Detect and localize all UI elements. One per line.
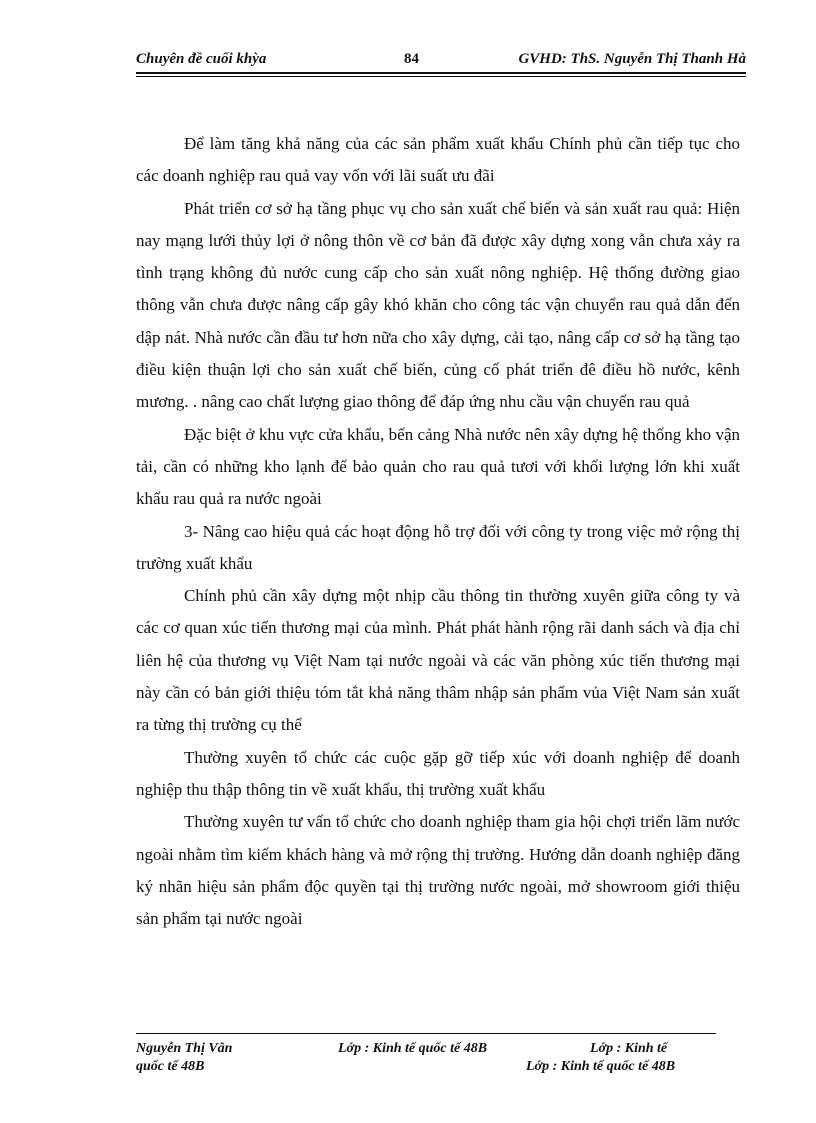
page-footer bbox=[136, 1040, 716, 1080]
body-text bbox=[136, 128, 740, 935]
footer-class: Lớp : Kinh tế quốc tế 48B bbox=[338, 1041, 488, 1056]
footer-class-repeat: Lớp : Kinh tế bbox=[590, 1041, 668, 1056]
paragraph: Thường xuyên tổ chức các cuộc gặp gỡ tiếp xúc với doanh nghiệp để doanh nghiệp thu thập thông tin về xuất khẩu, thị trường xuất khẩu bbox=[136, 747, 740, 799]
header-divider-thin bbox=[136, 76, 746, 77]
header-document-title: Chuyên đề cuối khỳa bbox=[136, 51, 267, 67]
footer-author: Nguyễn Thị Vân bbox=[136, 1041, 233, 1056]
footer-class-second: Lớp : Kinh tế quốc tế 48B bbox=[526, 1059, 676, 1074]
page-header bbox=[136, 50, 746, 70]
paragraph: Thường xuyên tư vấn tổ chức cho doanh nghiệp tham gia hội chợi triển lãm nước ngoài nhằm tìm kiếm khách hàng và mở rộng thị trường. Hướng dẫn doanh nghiệp đăng ký nhãn hiệu sản phẩm độc quyền tại thị trường nước ngoài, mở showroom giới thiệu sản phẩm tại nước ngoài bbox=[136, 812, 740, 929]
paragraph: Phát triển cơ sở hạ tầng phục vụ cho sản xuất chế biến và sản xuất rau quả: Hiện nay mạng lưới thủy lợi ở nông thôn về cơ bản đã được xây dựng xong vẫn chưa xảy ra tình trạng không đủ nước cung cấp cho sản xuất nông nghiệp. Hệ thống đường giao thông vẫn chưa được nâng cấp gây khó khăn cho công tác vận chuyển rau quả dẫn đến dập nát. Nhà nước cần đầu tư hơn nữa cho xây dựng, cải tạo, nâng cấp cơ sở hạ tầng tạo điều kiện thuận lợi cho sản xuất chế biến, củng cố phát triển đê điều hồ nước, kênh mương. . nâng cao chất lượng giao thông để đáp ứng nhu cầu vận chuyển rau quả bbox=[136, 198, 740, 412]
paragraph: Chính phủ cần xây dựng một nhịp cầu thông tin thường xuyên giữa công ty và các cơ quan xúc tiến thương mại của mình. Phát phát hành rộng rãi danh sách và địa chỉ liên hệ của thương vụ Việt Nam tại nước ngoài và các văn phòng xúc tiến thương mại này cần có bản giới thiệu tóm tắt khả năng thâm nhập sản phẩm vủa Việt Nam sản xuất ra từng thị trường cụ thể bbox=[136, 586, 740, 735]
paragraph: Để làm tăng khả năng của các sản phẩm xuất khẩu Chính phủ cần tiếp tục cho các doanh nghiệp rau quả vay vốn với lãi suất ưu đãi bbox=[136, 134, 740, 186]
paragraph: Đặc biệt ở khu vực cửa khẩu, bến cảng Nhà nước nên xây dựng hệ thống kho vận tải, cần có những kho lạnh để bảo quản cho rau quả tươi với khối lượng lớn khi xuất khẩu rau quả ra nước ngoài bbox=[136, 424, 740, 509]
header-divider bbox=[136, 72, 746, 74]
footer-divider bbox=[136, 1033, 716, 1034]
header-supervisor: GVHD: ThS. Nguyễn Thị Thanh Hà bbox=[518, 51, 746, 67]
footer-class-repeat-continued: quốc tế 48B bbox=[136, 1059, 205, 1074]
page-number: 84 bbox=[404, 51, 419, 67]
section-heading: 3- Nâng cao hiệu quả các hoạt động hỗ trợ đối với công ty trong việc mở rộng thị trường xuất khẩu bbox=[136, 521, 740, 573]
